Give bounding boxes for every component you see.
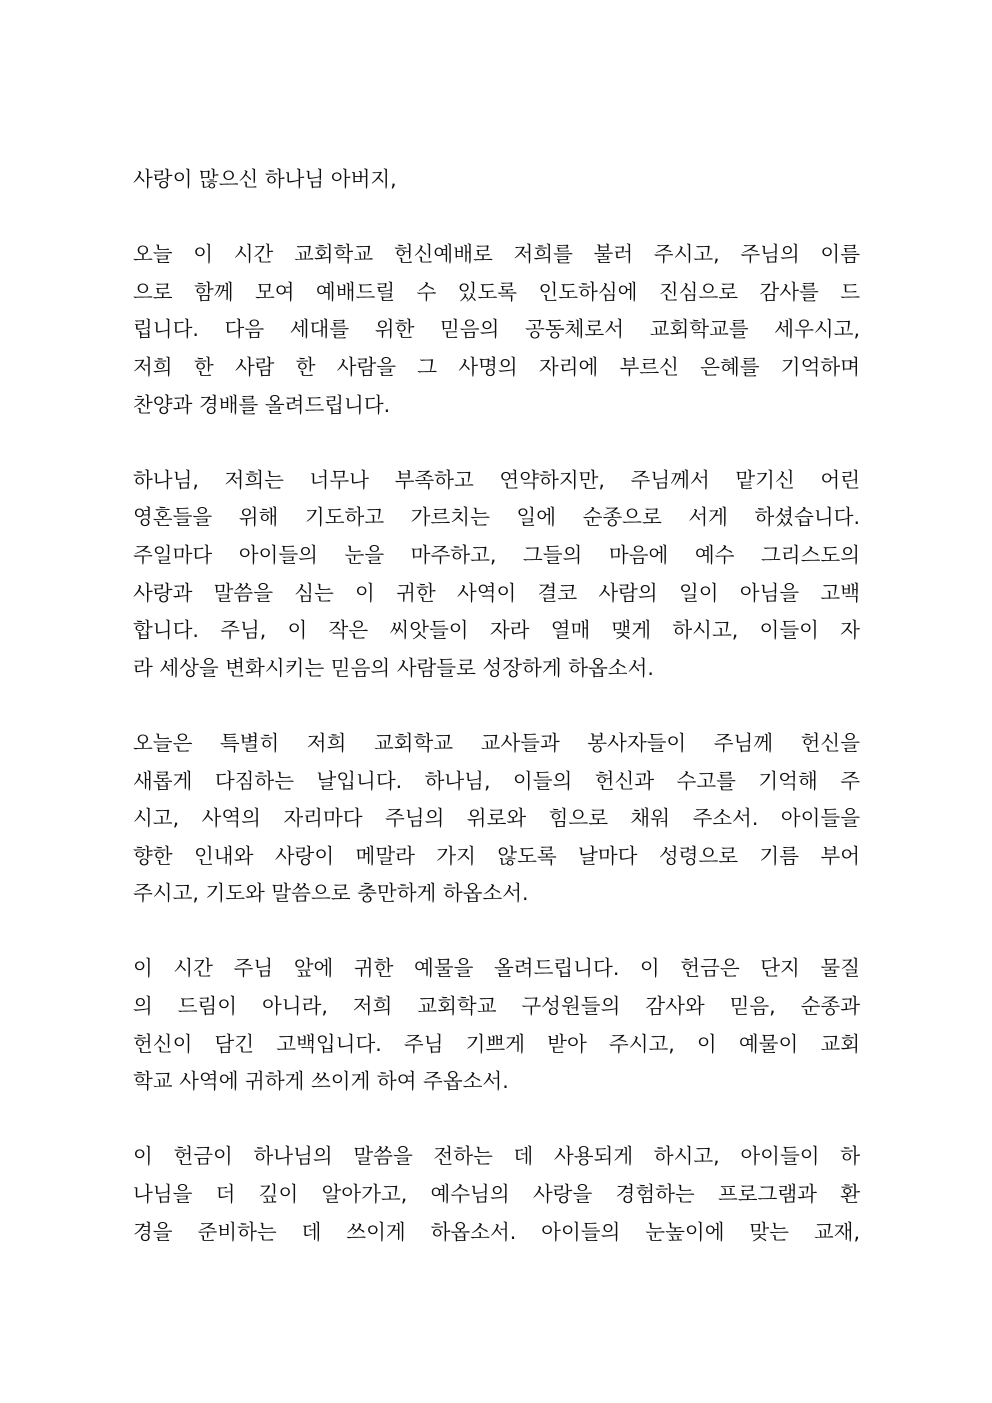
- text-line: 이 헌금이 하나님의 말씀을 전하는 데 사용되게 하시고, 아이들이 하: [133, 1144, 860, 1169]
- text-line: 이 시간 주님 앞에 귀한 예물을 올려드립니다. 이 헌금은 단지 물질: [133, 956, 860, 981]
- paragraph-dedication: [133, 725, 860, 913]
- text-line: 나님을 더 깊이 알아가고, 예수님의 사랑을 경험하는 프로그램과 환: [133, 1182, 860, 1207]
- text-line: 하나님, 저희는 너무나 부족하고 연약하지만, 주님께서 맡기신 어린: [133, 467, 860, 492]
- text-line: 향한 인내와 사랑이 메말라 가지 않도록 날마다 성령으로 기름 부어: [133, 843, 860, 868]
- paragraph-thanksgiving: [133, 236, 860, 424]
- text-line: 찬양과 경배를 올려드립니다.: [133, 392, 391, 417]
- text-line: 경을 준비하는 데 쓰이게 하옵소서. 아이들의 눈높이에 맞는 교재,: [133, 1219, 860, 1244]
- text-line: 라 세상을 변화시키는 믿음의 사람들로 성장하게 하옵소서.: [133, 655, 654, 680]
- prayer-text: [133, 161, 860, 1289]
- paragraph-salutation: [133, 161, 860, 199]
- text-line: 으로 함께 모여 예배드릴 수 있도록 인도하심에 진심으로 감사를 드: [133, 279, 860, 304]
- text-line: 사랑이 많으신 하나님 아버지,: [133, 167, 397, 191]
- text-line: 의 드림이 아니라, 저희 교회학교 구성원들의 감사와 믿음, 순종과: [133, 994, 860, 1019]
- text-line: 저희 한 사람 한 사람을 그 사명의 자리에 부르신 은혜를 기억하며: [133, 354, 860, 379]
- text-line: 주시고, 기도와 말씀으로 충만하게 하옵소서.: [133, 881, 529, 906]
- paragraph-confession: [133, 462, 860, 688]
- text-line: 헌신이 담긴 고백입니다. 주님 기쁘게 받아 주시고, 이 예물이 교회: [133, 1031, 860, 1056]
- text-line: 영혼들을 위해 기도하고 가르치는 일에 순종으로 서게 하셨습니다.: [133, 505, 860, 530]
- text-line: 사랑과 말씀을 심는 이 귀한 사역이 결코 사람의 일이 아님을 고백: [133, 580, 860, 605]
- text-line: 합니다. 주님, 이 작은 씨앗들이 자라 열매 맺게 하시고, 이들이 자: [133, 618, 860, 643]
- text-line: 립니다. 다음 세대를 위한 믿음의 공동체로서 교회학교를 세우시고,: [133, 317, 860, 342]
- text-line: 새롭게 다짐하는 날입니다. 하나님, 이들의 헌신과 수고를 기억해 주: [133, 768, 860, 793]
- text-line: 주일마다 아이들의 눈을 마주하고, 그들의 마음에 예수 그리스도의: [133, 542, 860, 567]
- text-line: 학교 사역에 귀하게 쓰이게 하여 주옵소서.: [133, 1069, 509, 1094]
- paragraph-offering: [133, 950, 860, 1100]
- text-line: 시고, 사역의 자리마다 주님의 위로와 힘으로 채워 주소서. 아이들을: [133, 806, 860, 831]
- text-line: 오늘은 특별히 저희 교회학교 교사들과 봉사자들이 주님께 헌신을: [133, 730, 860, 755]
- paragraph-offering-use: [133, 1138, 860, 1251]
- text-line: 오늘 이 시간 교회학교 헌신예배로 저희를 불러 주시고, 주님의 이름: [133, 242, 860, 267]
